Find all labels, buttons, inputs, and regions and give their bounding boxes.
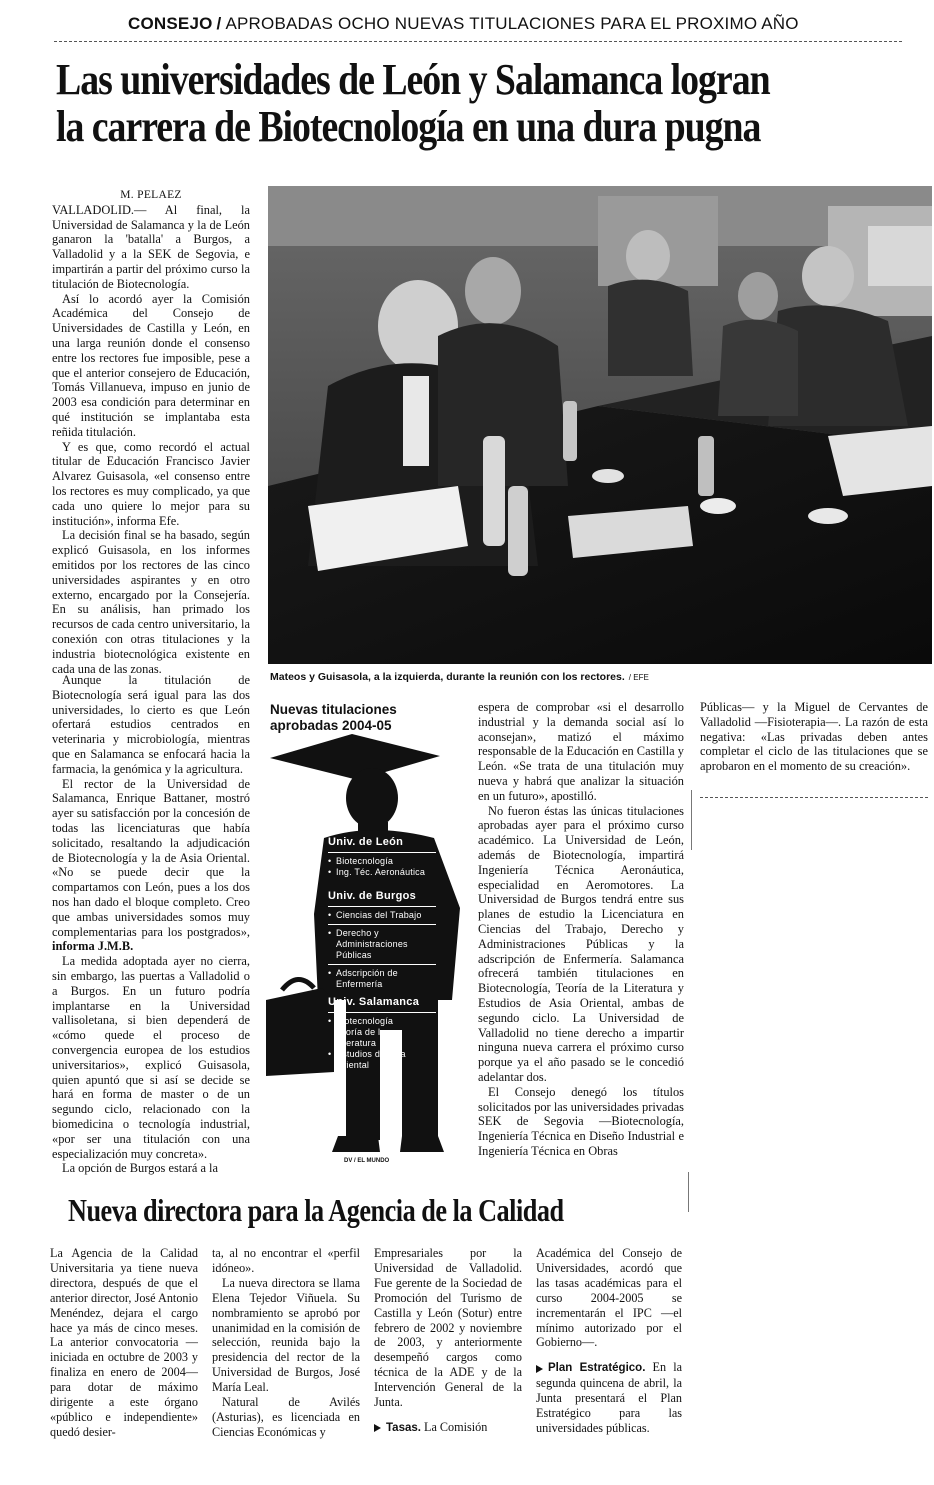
article-paragraph <box>52 777 250 955</box>
degree-item: • Ciencias del Trabajo <box>328 910 464 921</box>
divider <box>328 924 436 925</box>
story2-subhead: Tasas. <box>386 1421 421 1434</box>
article-column-1 <box>52 188 250 676</box>
infographic-title-line-2: aprobadas 2004-05 <box>270 718 392 733</box>
article-paragraph: La medida adoptada ayer no cierra, sin embargo, las puertas a Valladolid o a Burgos. En un futuro podría implantarse en la Universidad vallisoletana, si bien dependerá de «cómo quede el proceso de convergencia europea de los estudios universitarios», explicó Guisasola, quien apuntó que si así se decide se hará en forma de master o de un segundo ciclo, relacionado con la biomedicina o tecnología industrial, «por ser una titulación con una especialización muy concreta». <box>52 954 250 1161</box>
univ-name: Univ. de León <box>328 836 404 848</box>
univ-name: Univ. Salamanca <box>328 996 420 1008</box>
article-paragraph: VALLADOLID.— Al final, la Universidad de Salamanca y la de León ganaron la 'batalla' a Burgos, a Valladolid y a la SEK de Segovia, e impartirán a partir del próximo curso la titulación de Biotecnología. <box>52 202 250 291</box>
article-paragraph: Y es que, como recordó el actual titular de Educación Francisco Javier Alvarez Guisasola, «el consenso entre los rectores es muy complicado, ya que cada uno quiere lo mejor para su institución», informa Efe. <box>52 439 250 528</box>
univ-name: Univ. de Burgos <box>328 890 417 902</box>
article-paragraph: El Consejo denegó los títulos solicitados por las universidades privadas SEK de Segovia —Biotecnología, Ingeniería Técnica en Diseño Industrial e Ingeniería Técnica en Obras <box>478 1084 684 1158</box>
degree-item: • Ing. Téc. Aeronáutica <box>328 867 464 878</box>
meeting-photo-illustration <box>268 186 932 664</box>
story2-subhead: Plan Estratégico. <box>548 1362 646 1375</box>
article-paragraph: No fueron éstas las únicas titulaciones aprobadas ayer para el próximo curso académico. La Universidad de León, además de Biotecnología, impartirá Ingeniería Técnica Aeronáutica, especialidad en Aeromotores. La Universidad de Burgos tendrá entre sus planes de estudio la Licenciatura en Ciencias del Trabajo, Derecho y Administraciones Públicas y la adscripción de Enfermería. Salamanca ofrecerá también titulaciones en Biotecnología, Teoría de la Literatura y Estudios de Asia Oriental, ambas de segundo ciclo. La Universidad de Valladolid no tiene derecho a impartir ninguna nueva carrera el próximo curso porque ya el año pasado se le concedió adelantar dos. <box>478 803 684 1084</box>
article-paragraph-text: El rector de la Universidad de Salamanca, Enrique Battaner, mostró ayer su satisfacción por la concesión de todas las licenciaturas que había solicitado, resaltando la adjudicación de Biotecnología y la de Asia Oriental. «No se puede decir que la compartamos con León, pues a los dos nos han dado el bloque completo. Creo que ambas universidades somos muy complementarias para los postgrados», <box>52 776 250 939</box>
story2-paragraph: ta, al no encontrar el «perfil idóneo». <box>212 1246 360 1275</box>
degree-item: • Biotecnología <box>328 856 464 867</box>
story2-subhead-paragraph <box>536 1360 682 1436</box>
column-end-rule <box>700 797 928 798</box>
degree-item: • Biotecnología Teoría de la Literatura <box>328 1016 418 1049</box>
divider <box>328 964 436 965</box>
section-kicker: CONSEJO <box>128 14 213 33</box>
headline-line-2: la carrera de Biotecnología en una dura pugna <box>56 102 761 151</box>
photo-caption <box>270 671 720 683</box>
degree-item: • Estudios de Asia Oriental <box>328 1049 428 1071</box>
univ-salamanca-block <box>328 996 464 1071</box>
byline: M. PELAEZ <box>120 189 182 201</box>
section-separator: / <box>216 14 222 33</box>
degree-item: • Derecho y Administraciones Públicas <box>328 928 440 961</box>
article-paragraph: La decisión final se ha basado, según explicó Guisasola, en los informes emitidos por los rectores de las cinco universidades aspirantes y en otro externo, encargado por la Consejería. En su análisis, han primado los recursos de cada centro universitario, la conexión con otras titulaciones y la industria biotecnológica existente en cada una de las zonas. <box>52 528 250 676</box>
story2-column-1 <box>50 1246 198 1440</box>
univ-leon-block <box>328 836 464 878</box>
story2-subhead-text: La Comisión <box>424 1419 488 1434</box>
article-paragraph: Públicas— y la Miguel de Cervantes de Valladolid —Fisioterapia—. La razón de esta negativa: «Las privadas deben antes completar el ciclo de las titulaciones que se aprobaron en el momento de su creación». <box>700 700 928 774</box>
article-column-4 <box>700 700 928 774</box>
article-column-3 <box>478 700 684 1159</box>
triangle-bullet-icon <box>536 1365 543 1373</box>
meeting-photo <box>268 186 932 664</box>
article-paragraph: Así lo acordó ayer la Comisión Académica del Consejo de Universidades de Castilla y León, en una larga reunión donde el consenso entre los rectores fue imposible, pese a que el anterior consejero de Educación, Tomás Villanueva, impuso en junio de 2003 esa condición para determinar en qué institución se implantaba esta reñida titulación. <box>52 291 250 439</box>
story2-column-4 <box>536 1246 682 1436</box>
story2-headline: Nueva directora para la Agencia de la Calidad <box>68 1192 564 1228</box>
headline-line-1: Las universidades de León y Salamanca logran <box>56 55 770 104</box>
story2-column-3 <box>374 1246 522 1436</box>
article-paragraph: Aunque la titulación de Biotecnología será igual para las dos universidades, lo cierto es que León ofertará estudios centrados en veterinaria y microbiología, mientras que en Salamanca se enfocará hacia la farmacia, la genómica y la agricultura. <box>52 673 250 776</box>
story2-paragraph: Empresariales por la Universidad de Valladolid. Fue gerente de la Sociedad de Promoción del Turismo de Castilla y León (Sotur) entre febrero de 2002 y noviembre de 2003, y anteriormente desempeñó cargos como técnica de la ADE y de la Intervención General de la Junta. <box>374 1246 522 1410</box>
story2-column-2 <box>212 1246 360 1440</box>
story2-subhead-paragraph <box>374 1420 522 1436</box>
article-paragraph: espera de comprobar «si el desarrollo industrial y la demanda social así lo aconsejan», matizó el máximo responsable de la Educación en Castilla y León. «Se trata de una titulación muy nueva y habrá que analizar la situación en un futuro», apostilló. <box>478 700 684 803</box>
infographic-title <box>270 702 460 734</box>
article-column-1-lower <box>52 673 250 1176</box>
story2-paragraph: La nueva directora se llama Elena Tejedor Viñuela. Su nombramiento se aprobó por unanimidad en la comisión de selección, reunida bajo la presidencia del rector de la Universidad de Burgos, José María Leal. <box>212 1275 360 1395</box>
photo-caption-text: Mateos y Guisasola, a la izquierda, durante la reunión con los rectores. <box>270 671 625 683</box>
infographic-credit: DV / EL MUNDO <box>344 1158 390 1164</box>
section-header <box>128 14 888 40</box>
section-title: APROBADAS OCHO NUEVAS TITULACIONES PARA EL PROXIMO AÑO <box>225 14 799 33</box>
story2-paragraph: Natural de Avilés (Asturias), es licenciada en Ciencias Económicas y <box>212 1395 360 1439</box>
photo-credit: / EFE <box>628 673 649 682</box>
triangle-bullet-icon <box>374 1424 381 1432</box>
divider <box>328 1012 436 1013</box>
story2-paragraph: Académica del Consejo de Universidades, acordó que las tasas académicas para el curso 2004-2005 se incrementarán el IPC —el mínimo autorizado por el Gobierno—. <box>536 1246 682 1350</box>
univ-burgos-block <box>328 890 464 990</box>
article-paragraph: La opción de Burgos estará a la <box>62 1161 218 1176</box>
headline <box>56 56 787 150</box>
divider <box>328 906 436 907</box>
divider <box>328 852 436 853</box>
degree-item: • Adscripción de Enfermería <box>328 968 440 990</box>
header-rule <box>54 41 902 42</box>
column-divider <box>691 790 692 850</box>
story2-paragraph: La Agencia de la Calidad Universitaria ya tiene nueva directora, después de que el anterior director, José Antonio Menéndez, dejara el cargo hace ya más de cinco meses. La anterior convocatoria —iniciada en octubre de 2003 y finaliza en enero de 2004— para dotar de máximo dirigente a este órgano «público e independiente» quedó desier- <box>50 1246 198 1439</box>
infographic <box>262 700 462 1170</box>
infographic-title-line-1: Nuevas titulaciones <box>270 702 397 717</box>
story2-subhead-text: En la segunda quincena de abril, la Junta presentará el Plan Estratégico para las universidades públicas. <box>536 1360 683 1435</box>
paragraph-credit: informa J.M.B. <box>52 939 134 954</box>
